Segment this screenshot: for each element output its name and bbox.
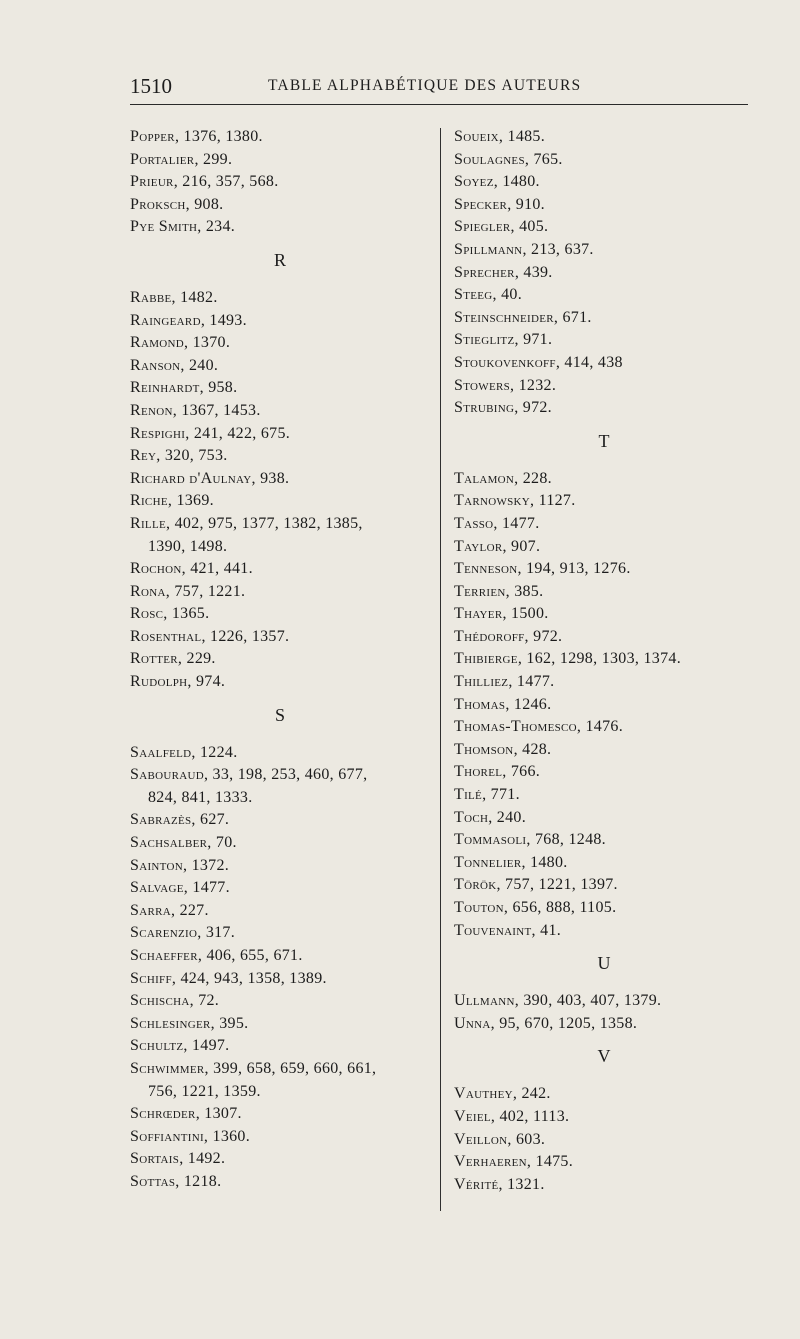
index-entry xyxy=(130,400,430,423)
page-references: , 1492. xyxy=(179,1150,226,1168)
index-entry xyxy=(454,603,754,626)
author-name: Rudolph xyxy=(130,673,188,691)
page-references: , 1476. xyxy=(576,718,624,736)
page-references: , 1480. xyxy=(521,853,568,871)
index-entry xyxy=(130,355,430,378)
page-references: , 1485. xyxy=(498,128,546,145)
page-references: , 1482. xyxy=(171,288,218,306)
author-name: Stoukovenkoff xyxy=(454,353,556,371)
index-entry xyxy=(130,626,430,649)
author-name: Reinhardt xyxy=(130,379,200,397)
page-references: , 1493. xyxy=(200,311,247,329)
index-entry xyxy=(454,626,754,649)
index-entry xyxy=(454,1151,754,1174)
author-name: Stieglitz xyxy=(454,331,515,349)
index-entry-continuation: 1390, 1498. xyxy=(148,537,228,555)
index-entry xyxy=(454,239,754,262)
page-references: , 428. xyxy=(513,740,552,758)
author-name: Schultz xyxy=(130,1037,184,1055)
running-title: TABLE ALPHABÉTIQUE DES AUTEURS xyxy=(268,77,582,94)
author-name: Pye Smith xyxy=(130,218,198,236)
author-name: Rosenthal xyxy=(130,627,202,645)
index-entry xyxy=(454,761,754,784)
author-name: Rochon xyxy=(130,560,182,578)
index-entry xyxy=(454,171,754,194)
author-name: Prieur xyxy=(130,173,174,191)
section-letter: U xyxy=(597,953,611,974)
page-references: , 72. xyxy=(189,992,220,1010)
page-references: , 95, 670, 1205, 1358. xyxy=(490,1014,638,1032)
author-name: Schlesinger xyxy=(130,1014,211,1032)
author-name: Rosc xyxy=(130,605,164,623)
author-name: Strubing xyxy=(454,399,515,417)
index-entry xyxy=(130,648,430,671)
index-entry xyxy=(454,329,754,352)
page-references: , 766. xyxy=(502,763,541,781)
index-entry xyxy=(454,307,754,330)
author-name: Thilliez xyxy=(454,673,509,691)
page-references: , 1480. xyxy=(493,173,540,191)
index-entry xyxy=(130,126,430,149)
index-entry xyxy=(130,149,430,172)
author-name: Sabouraud xyxy=(130,766,204,784)
author-name: Sottas xyxy=(130,1172,176,1190)
author-name: Schiff xyxy=(130,969,172,987)
index-entry xyxy=(130,513,430,536)
index-entry xyxy=(454,874,754,897)
index-entry xyxy=(454,513,754,536)
page-references: , 424, 943, 1358, 1389. xyxy=(171,969,327,987)
index-entry xyxy=(130,581,430,604)
author-name: Ramond xyxy=(130,334,185,352)
author-name: Rona xyxy=(130,582,166,600)
page-references: , 910. xyxy=(507,195,545,213)
page-references: , 771. xyxy=(482,786,520,804)
author-name: Sainton xyxy=(130,856,183,874)
index-entry xyxy=(130,310,430,333)
index-entry xyxy=(130,445,430,468)
author-name: Sabrazès xyxy=(130,811,192,829)
author-name: Richard d'Aulnay xyxy=(130,469,252,487)
index-entry xyxy=(130,764,430,787)
page-references: , 234. xyxy=(197,218,236,236)
index-entry xyxy=(130,490,430,513)
index-entry xyxy=(130,558,430,581)
page-references: , 317. xyxy=(197,924,236,942)
page-references: , 439. xyxy=(514,263,553,281)
right-column xyxy=(454,126,754,1196)
author-name: Schrœder xyxy=(130,1105,196,1123)
index-entry xyxy=(454,490,754,513)
page-references: , 958. xyxy=(199,379,238,397)
author-name: Sarra xyxy=(130,901,171,919)
column-divider xyxy=(440,128,441,1211)
left-column xyxy=(130,126,430,1194)
author-name: Vérité xyxy=(454,1175,499,1193)
page-references: , 938. xyxy=(251,469,290,487)
author-name: Tasso xyxy=(454,514,494,532)
page-references: , 402, 975, 1377, 1382, 1385, xyxy=(166,514,363,532)
index-entry xyxy=(454,852,754,875)
author-name: Rille xyxy=(130,514,166,532)
index-entry xyxy=(130,1013,430,1036)
index-entry xyxy=(130,877,430,900)
page-references: , 162, 1298, 1303, 1374. xyxy=(517,650,682,668)
author-name: Sortais xyxy=(130,1150,180,1168)
index-entry xyxy=(130,742,430,765)
index-entry xyxy=(454,375,754,398)
author-name: Soyez xyxy=(454,173,494,191)
page-references: , 1477. xyxy=(493,514,540,532)
index-entry xyxy=(130,1171,430,1194)
author-name: Steeg xyxy=(454,286,493,304)
author-name: Thédoroff xyxy=(454,627,525,645)
section-gap xyxy=(130,277,430,287)
index-entry xyxy=(454,920,754,943)
index-entry xyxy=(130,377,430,400)
page-references: , 627. xyxy=(191,811,230,829)
index-entry xyxy=(454,990,754,1013)
page-references: , 240. xyxy=(488,808,527,826)
page-references: , 974. xyxy=(187,673,226,691)
author-name: Veillon xyxy=(454,1130,508,1148)
author-name: Stowers xyxy=(454,376,511,394)
page-references: , 1497. xyxy=(183,1037,230,1055)
author-name: Riche xyxy=(130,492,168,510)
index-entry xyxy=(130,809,430,832)
section-letter: R xyxy=(273,249,286,270)
page-references: , 241, 422, 675. xyxy=(185,424,291,442)
index-entry xyxy=(130,332,430,355)
author-name: Spillmann xyxy=(454,240,523,258)
section-gap xyxy=(454,980,754,990)
index-entry xyxy=(130,945,430,968)
page-references: , 972. xyxy=(524,627,563,645)
index-entry xyxy=(130,1103,430,1126)
page-references: , 229. xyxy=(177,650,216,668)
page-references: , 603. xyxy=(507,1130,546,1148)
index-entry xyxy=(454,468,754,491)
author-name: Soffiantini xyxy=(130,1127,204,1145)
page-references: , 213, 637. xyxy=(522,240,594,258)
index-entry xyxy=(130,603,430,626)
author-name: Ranson xyxy=(130,356,181,374)
page-references: , 228. xyxy=(514,469,552,487)
index-entry-continuation: 824, 841, 1333. xyxy=(148,788,253,806)
page-references: , 1367, 1453. xyxy=(172,401,261,419)
header-rule xyxy=(130,104,748,105)
author-name: Unna xyxy=(454,1014,491,1032)
index-entry xyxy=(130,671,430,694)
page-references: , 390, 403, 407, 1379. xyxy=(514,992,662,1010)
index-entry xyxy=(130,216,430,239)
page-references: , 1475. xyxy=(526,1153,574,1171)
page-references: , 1226, 1357. xyxy=(201,627,290,645)
index-entry xyxy=(454,1083,754,1106)
index-entry xyxy=(130,855,430,878)
index-entry xyxy=(454,216,754,239)
index-entry xyxy=(130,468,430,491)
index-entry xyxy=(130,1035,430,1058)
page-references: , 1360. xyxy=(203,1127,251,1145)
author-name: Sprecher xyxy=(454,263,515,281)
section-gap xyxy=(454,1073,754,1083)
page-references: , 227. xyxy=(170,901,209,919)
author-name: Raingeard xyxy=(130,311,201,329)
index-entry xyxy=(130,1148,430,1171)
index-entry xyxy=(454,581,754,604)
page-references: , 402, 1113. xyxy=(490,1107,570,1125)
author-name: Talamon xyxy=(454,469,515,487)
author-name: Schischa xyxy=(130,992,190,1010)
page-references: , 971. xyxy=(514,331,553,349)
page-references: , 671. xyxy=(553,308,592,326)
page-references: , 757, 1221. xyxy=(165,582,246,600)
index-entry xyxy=(130,968,430,991)
author-name: Portalier xyxy=(130,150,195,168)
author-name: Respighi xyxy=(130,424,186,442)
page-references: , 242. xyxy=(512,1085,551,1103)
page-references: , 194, 913, 1276. xyxy=(517,560,631,578)
page-references: , 1365. xyxy=(163,605,210,623)
index-entry xyxy=(130,194,430,217)
author-name: Schaeffer xyxy=(130,947,198,964)
author-name: Thomson xyxy=(454,740,514,758)
author-name: Veiel xyxy=(454,1107,491,1125)
index-entry xyxy=(454,1013,754,1036)
page-references: , 765. xyxy=(524,150,563,168)
page-references: , 240. xyxy=(180,356,219,374)
index-entry xyxy=(454,784,754,807)
index-entry xyxy=(454,807,754,830)
page-references: , 1500. xyxy=(502,605,549,623)
page-references: , 1218. xyxy=(175,1172,222,1190)
index-entry xyxy=(454,352,754,375)
page-references: , 972. xyxy=(514,399,552,417)
author-name: Rotter xyxy=(130,650,178,668)
page-number: 1510 xyxy=(130,74,172,98)
page-references: , 385. xyxy=(505,582,544,600)
author-name: Vauthey xyxy=(454,1085,513,1103)
page-references: , 414, 438 xyxy=(555,353,623,371)
page-references: , 299. xyxy=(194,150,233,168)
page-references: , 768, 1248. xyxy=(526,831,606,849)
author-name: Thomas-Thomesco xyxy=(454,718,577,736)
author-name: Tilé xyxy=(454,786,483,804)
index-entry xyxy=(130,287,430,310)
author-name: Thibierge xyxy=(454,650,518,668)
page-references: , 70. xyxy=(207,834,237,852)
author-name: Spiegler xyxy=(454,218,511,236)
section-letter: T xyxy=(598,430,610,451)
index-entry xyxy=(130,1058,430,1081)
page-references: , 1224. xyxy=(191,743,238,761)
page-references: , 1372. xyxy=(182,856,230,874)
author-name: Thorel xyxy=(454,763,503,781)
page-references: , 1369. xyxy=(167,492,214,510)
page-references: , 1321. xyxy=(498,1175,545,1193)
author-name: Steinschneider xyxy=(454,308,554,326)
index-entry xyxy=(454,829,754,852)
page-references: , 406, 655, 671. xyxy=(197,947,303,964)
page-references: , 1376, 1380. xyxy=(174,128,263,145)
index-entry xyxy=(454,1174,754,1197)
index-entry xyxy=(454,149,754,172)
index-entry xyxy=(454,694,754,717)
author-name: Specker xyxy=(454,195,508,213)
page-references: , 1307. xyxy=(195,1105,242,1123)
index-entry xyxy=(454,739,754,762)
author-name: Tommasoli xyxy=(454,831,527,849)
page-references: , 656, 888, 1105. xyxy=(503,899,617,916)
author-name: Soulagnes xyxy=(454,150,525,168)
index-entry xyxy=(130,832,430,855)
section-letter: S xyxy=(274,704,285,725)
author-name: Soueix xyxy=(454,128,499,145)
index-entry xyxy=(454,1129,754,1152)
author-name: Taylor xyxy=(454,537,503,555)
index-entry xyxy=(454,648,754,671)
index-entry-continuation: 756, 1221, 1359. xyxy=(148,1082,261,1100)
page-references: , 907. xyxy=(502,537,541,555)
page-references: , 1477. xyxy=(183,879,230,897)
author-name: Touton xyxy=(454,899,504,916)
page-references: , 757, 1221, 1397. xyxy=(496,876,618,894)
index-entry xyxy=(454,716,754,739)
author-name: Proksch xyxy=(130,195,186,213)
page-references: , 216, 357, 568. xyxy=(173,173,279,191)
page-references: , 1127. xyxy=(530,492,576,510)
page-references: , 41. xyxy=(531,921,562,939)
page-references: , 33, 198, 253, 460, 677, xyxy=(203,766,368,784)
author-name: Touvenaint xyxy=(454,921,532,939)
index-entry xyxy=(130,171,430,194)
author-name: Scarenzio xyxy=(130,924,198,942)
section-letter: V xyxy=(597,1046,611,1067)
index-entry xyxy=(454,536,754,559)
page-references: , 1232. xyxy=(510,376,557,394)
author-name: Renon xyxy=(130,401,173,419)
index-entry xyxy=(454,262,754,285)
page-references: , 1477. xyxy=(508,673,555,691)
index-entry xyxy=(130,1126,430,1149)
author-name: Terrien xyxy=(454,582,506,600)
page-references: , 421, 441. xyxy=(181,560,253,578)
section-gap xyxy=(454,458,754,468)
author-name: Ullmann xyxy=(454,992,515,1010)
page-references: , 1246. xyxy=(505,695,552,713)
author-name: Popper xyxy=(130,128,175,145)
page-references: , 399, 658, 659, 660, 661, xyxy=(204,1059,377,1077)
author-name: Verhaeren xyxy=(454,1153,527,1171)
index-entry xyxy=(454,284,754,307)
page-references: , 405. xyxy=(510,218,549,236)
author-name: Rabbe xyxy=(130,288,172,306)
page-references: , 395. xyxy=(210,1014,249,1032)
index-entry xyxy=(130,423,430,446)
index-entry xyxy=(454,558,754,581)
page-header xyxy=(130,72,750,102)
author-name: Török xyxy=(454,876,497,894)
author-name: Tenneson xyxy=(454,560,518,578)
index-entry xyxy=(454,397,754,420)
author-name: Thayer xyxy=(454,605,503,623)
page-references: , 320, 753. xyxy=(156,447,228,465)
page-references: , 1370. xyxy=(184,334,231,352)
index-entry xyxy=(454,671,754,694)
author-name: Toch xyxy=(454,808,489,826)
index-entry xyxy=(130,900,430,923)
author-name: Sachsalber xyxy=(130,834,208,852)
page-references: , 40. xyxy=(492,286,522,304)
index-entry xyxy=(454,897,754,920)
index-entry xyxy=(130,922,430,945)
author-name: Schwimmer xyxy=(130,1059,205,1077)
author-name: Saalfeld xyxy=(130,743,192,761)
author-name: Tarnowsky xyxy=(454,492,531,510)
author-name: Salvage xyxy=(130,879,184,897)
index-entry xyxy=(454,1106,754,1129)
author-name: Rey xyxy=(130,447,157,465)
author-name: Tonnelier xyxy=(454,853,522,871)
author-name: Thomas xyxy=(454,695,506,713)
index-entry xyxy=(130,990,430,1013)
index-entry xyxy=(454,194,754,217)
section-gap xyxy=(130,732,430,742)
page-references: , 908. xyxy=(185,195,224,213)
index-entry xyxy=(454,126,754,149)
